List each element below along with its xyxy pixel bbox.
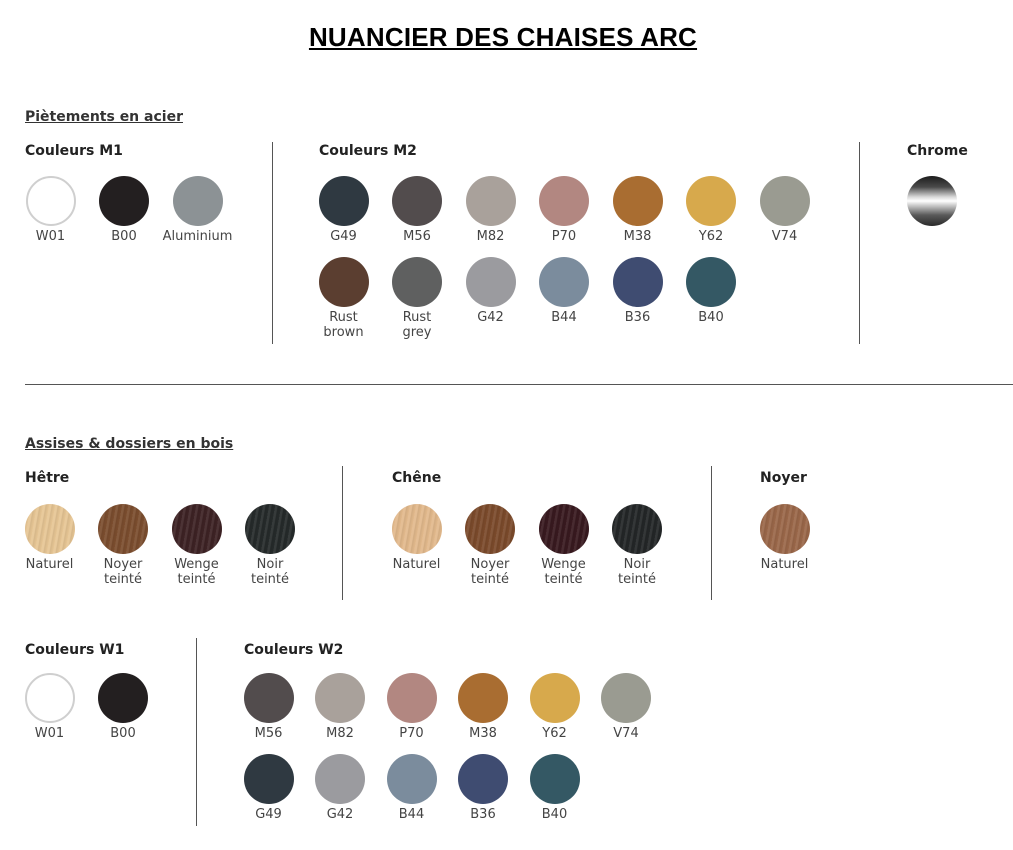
swatch-label-line: M56 [254, 726, 283, 741]
swatch-label [303, 726, 378, 741]
swatch-label [526, 557, 601, 587]
color-dot [172, 504, 222, 554]
swatch-label [379, 557, 454, 572]
section-heading-steel: Piètements en acier [25, 109, 183, 125]
swatch-label-line: W01 [34, 726, 65, 741]
divider [342, 466, 343, 600]
swatch-label [453, 310, 528, 325]
color-dot [539, 257, 589, 307]
swatch [374, 754, 449, 822]
divider [272, 142, 273, 344]
swatch [517, 754, 592, 822]
color-dot [686, 257, 736, 307]
swatch-label-line: B00 [110, 726, 136, 741]
color-dot [539, 504, 589, 554]
swatch-label [600, 229, 675, 244]
group-title-hetre: Hêtre [25, 470, 70, 486]
swatch-label [303, 807, 378, 822]
swatch [306, 176, 381, 244]
color-dot [530, 754, 580, 804]
swatch-label-line: Noir [256, 557, 284, 572]
swatch-label [747, 557, 822, 572]
swatch-label-line: Rust [329, 310, 358, 325]
group-title-m2: Couleurs M2 [319, 143, 417, 159]
color-dot [601, 673, 651, 723]
swatch [231, 754, 306, 822]
swatch-label [12, 726, 87, 741]
swatch-label [306, 310, 381, 340]
color-dot [319, 176, 369, 226]
swatch-label-line: B44 [551, 310, 577, 325]
swatch [453, 504, 528, 587]
swatch-label [159, 557, 234, 587]
swatch-label [374, 726, 449, 741]
swatch [87, 176, 162, 244]
color-dot [907, 176, 957, 226]
swatch-label [380, 229, 455, 244]
swatch-label [446, 726, 521, 741]
swatch-label [86, 726, 161, 741]
swatch-label-line: B36 [470, 807, 496, 822]
swatch [380, 257, 455, 340]
swatch-label [600, 557, 675, 587]
color-dot [26, 176, 76, 226]
group-title-m1: Couleurs M1 [25, 143, 123, 159]
swatch-label-line: B36 [624, 310, 651, 325]
swatch [231, 673, 306, 741]
color-dot [98, 504, 148, 554]
color-dot [387, 673, 437, 723]
swatch [600, 176, 675, 244]
page-title: NUANCIER DES CHAISES ARC [308, 22, 698, 52]
group-title-w2: Couleurs W2 [244, 642, 344, 658]
swatch-label-line: Aluminium [162, 229, 233, 244]
swatch [306, 257, 381, 340]
color-dot [25, 504, 75, 554]
swatch-label [674, 229, 749, 244]
swatch-label-line: B40 [541, 807, 568, 822]
swatch-label-line: teinté [470, 572, 510, 587]
swatch-label [527, 229, 602, 244]
swatch-label-line: B44 [398, 807, 425, 822]
swatch-label-line: teinté [617, 572, 657, 587]
swatch [86, 673, 161, 741]
swatch-label [231, 807, 306, 822]
swatch-label-line: Rust [402, 310, 432, 325]
color-dot [613, 257, 663, 307]
group-title-chene: Chêne [392, 470, 442, 486]
color-dot [98, 673, 148, 723]
swatch [86, 504, 161, 587]
group-title-w1: Couleurs W1 [25, 642, 125, 658]
color-dot [25, 673, 75, 723]
swatch-label [12, 557, 87, 572]
swatch-label [87, 229, 162, 244]
color-dot [760, 176, 810, 226]
swatch [159, 504, 234, 587]
swatch-label [600, 310, 675, 325]
swatch-label [453, 229, 528, 244]
color-dot [760, 504, 810, 554]
swatch-label [160, 229, 235, 244]
swatch-label-line: M38 [623, 229, 652, 244]
swatch-label [747, 229, 822, 244]
swatch-label-line: Noyer [103, 557, 143, 572]
swatch [674, 257, 749, 325]
swatch-label-line: teinté [177, 572, 216, 587]
swatch-label-line: Noyer [470, 557, 510, 572]
swatch-label-line: P70 [551, 229, 577, 244]
group-title-chrome: Chrome [907, 143, 968, 159]
swatch-label-line: teinté [250, 572, 290, 587]
color-dot [319, 257, 369, 307]
swatch-label-line: Noir [623, 557, 651, 572]
color-dot [315, 754, 365, 804]
swatch-label-line: M82 [476, 229, 505, 244]
color-dot [466, 176, 516, 226]
swatch-label-line: B00 [111, 229, 137, 244]
swatch [894, 176, 969, 229]
swatch [600, 504, 675, 587]
swatch-label-line: G42 [326, 807, 354, 822]
swatch-label-line: Y62 [542, 726, 567, 741]
section-heading-wood: Assises & dossiers en bois [25, 436, 234, 452]
swatch-label-line: grey [402, 325, 432, 340]
swatch-label-line: teinté [544, 572, 583, 587]
swatch [674, 176, 749, 244]
swatch-label [453, 557, 528, 587]
swatch [747, 176, 822, 244]
swatch-label-line: brown [323, 325, 364, 340]
swatch [160, 176, 235, 244]
color-dot [466, 257, 516, 307]
swatch-label [446, 807, 521, 822]
group-title-noyer: Noyer [760, 470, 807, 486]
swatch-label-line: Y62 [698, 229, 724, 244]
swatch-label [380, 310, 455, 340]
swatch-label-line: Wenge [174, 557, 219, 572]
color-dot [387, 754, 437, 804]
swatch-label [674, 310, 749, 325]
divider [859, 142, 860, 344]
swatch-label-line: M38 [469, 726, 497, 741]
swatch [453, 176, 528, 244]
color-dot [530, 673, 580, 723]
swatch [527, 176, 602, 244]
swatch [303, 673, 378, 741]
divider [196, 638, 197, 826]
swatch-label-line: Naturel [392, 557, 441, 572]
swatch [379, 504, 454, 572]
swatch-label-line: G49 [255, 807, 282, 822]
divider [711, 466, 712, 600]
swatch-label-line: Wenge [541, 557, 586, 572]
color-dot [392, 257, 442, 307]
swatch-label [306, 229, 381, 244]
swatch-label-line: G49 [330, 229, 357, 244]
swatch [589, 673, 664, 741]
color-dot [392, 176, 442, 226]
swatch-label-line: M56 [403, 229, 431, 244]
swatch [446, 673, 521, 741]
color-dot [392, 504, 442, 554]
swatch-label [231, 726, 306, 741]
swatch-label [233, 557, 308, 587]
swatch-label-line: B40 [698, 310, 724, 325]
color-dot [315, 673, 365, 723]
color-dot [244, 673, 294, 723]
swatch [600, 257, 675, 325]
swatch [453, 257, 528, 325]
color-dot [458, 754, 508, 804]
section-separator [25, 384, 1013, 385]
swatch-label [86, 557, 161, 587]
swatch-label [517, 726, 592, 741]
swatch-label [517, 807, 592, 822]
swatch [13, 176, 88, 244]
color-dot [539, 176, 589, 226]
color-dot [613, 176, 663, 226]
swatch-label-line: V74 [771, 229, 798, 244]
swatch-label-line: W01 [35, 229, 66, 244]
color-dot [465, 504, 515, 554]
swatch-label-line: M82 [326, 726, 354, 741]
swatch-label-line: Naturel [25, 557, 74, 572]
swatch [446, 754, 521, 822]
swatch-label-line: G42 [477, 310, 504, 325]
swatch-label-line: P70 [399, 726, 424, 741]
swatch [233, 504, 308, 587]
swatch [747, 504, 822, 572]
swatch [374, 673, 449, 741]
swatch-label [13, 229, 88, 244]
swatch [380, 176, 455, 244]
color-dot [458, 673, 508, 723]
swatch-label [374, 807, 449, 822]
swatch-label [589, 726, 664, 741]
swatch-label [527, 310, 602, 325]
swatch [526, 504, 601, 587]
swatch-label-line: Naturel [760, 557, 809, 572]
color-dot [612, 504, 662, 554]
color-dot [99, 176, 149, 226]
swatch-label-line: teinté [103, 572, 143, 587]
color-dot [173, 176, 223, 226]
swatch-label-line: V74 [613, 726, 639, 741]
swatch [303, 754, 378, 822]
color-dot [244, 754, 294, 804]
swatch [527, 257, 602, 325]
color-dot [686, 176, 736, 226]
swatch [517, 673, 592, 741]
color-dot [245, 504, 295, 554]
swatch [12, 673, 87, 741]
swatch [12, 504, 87, 572]
